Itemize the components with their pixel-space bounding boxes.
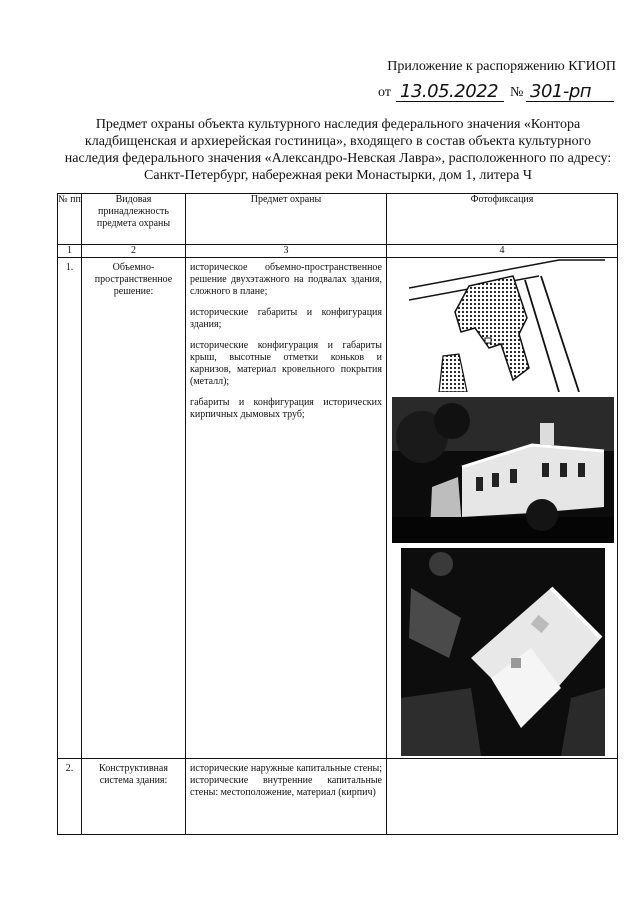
row-photos: [387, 759, 618, 835]
column-number-row: [58, 245, 618, 258]
row-subjects: [186, 258, 387, 759]
aerial-roof-photo: [401, 548, 605, 756]
header-number: № пп: [58, 194, 82, 245]
subject-item: исторические наружные капитальные стены; исторические внутренние капитальные стены: местоположение, материал (кирпич): [190, 763, 382, 798]
column-number: 3: [186, 245, 387, 258]
row-photos: [387, 258, 618, 759]
header-subject: Предмет охраны: [186, 194, 387, 245]
appendix-title: Приложение к распоряжению КГИОП: [387, 59, 616, 74]
document-heading: Предмет охраны объекта культурного наследия федерального значения «Контора кладбищенская и архиерейская гостиница», входящего в состав объекта культурного наследия федерального значения «Александро-Невская Лавра», расположенного по адресу: Санкт-Петербург, набережная реки Монастырки, дом 1, литера Ч: [64, 117, 612, 183]
date-label: от: [378, 85, 391, 100]
row-subjects: [186, 759, 387, 835]
row-number: 1.: [58, 258, 82, 759]
building-facade-photo: [392, 397, 614, 543]
row-type: Конструктивная система здания:: [82, 759, 186, 835]
header-type: Видовая принадлежность предмета охраны: [82, 194, 186, 245]
column-number: 2: [82, 245, 186, 258]
subject-item: габариты и конфигурация исторических кирпичных дымовых труб;: [190, 397, 382, 420]
subject-item: исторические конфигурация и габариты крыш, высотные отметки коньков и карнизов, материал кровельного покрытия (металл);: [190, 340, 382, 387]
protection-subject-table: [57, 193, 618, 835]
date-value: 13.05.2022: [400, 81, 499, 102]
column-number: 4: [387, 245, 618, 258]
row-number: 2.: [58, 759, 82, 835]
number-label: №: [510, 85, 524, 100]
appendix-date-number-line: [376, 78, 616, 104]
number-value: 301-рп: [530, 81, 592, 102]
column-number: 1: [58, 245, 82, 258]
table-header-row: [58, 194, 618, 245]
subject-item: историческое объемно-пространственное решение двухэтажного на подвалах здания, сложного в плане;: [190, 262, 382, 297]
table-row: [58, 258, 618, 759]
site-plan-image: [409, 258, 605, 392]
appendix-block: [376, 58, 616, 104]
subject-item: исторические габариты и конфигурация здания;: [190, 307, 382, 330]
row-type: Объемно-пространственное решение:: [82, 258, 186, 759]
header-photo: Фотофиксация: [387, 194, 618, 245]
table-row: [58, 759, 618, 835]
